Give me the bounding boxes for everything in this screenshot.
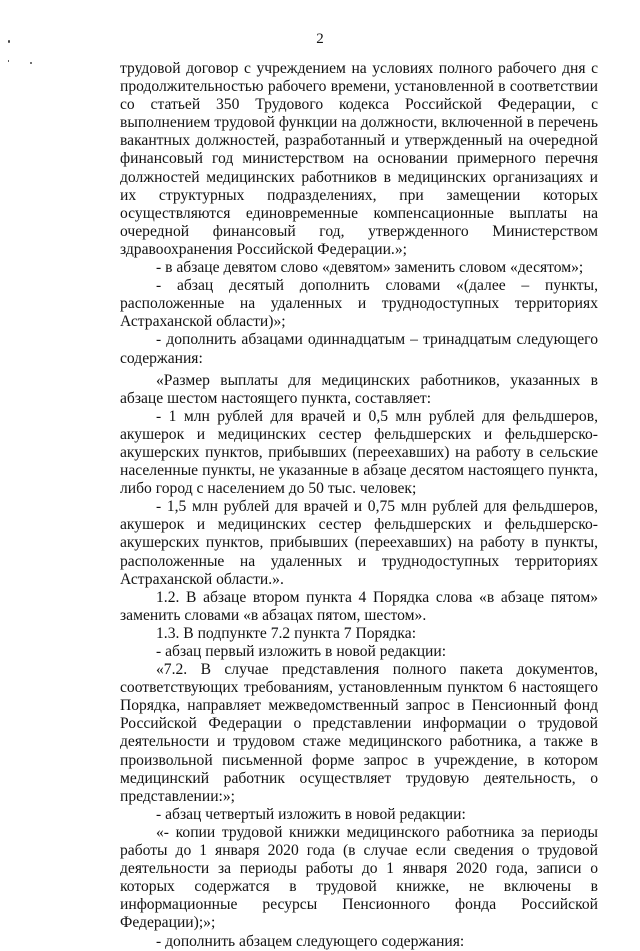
paragraph: - в абзаце девятом слово «девятом» заменить словом «десятом»; bbox=[156, 259, 584, 277]
paragraph: - абзац первый изложить в новой редакции: bbox=[156, 643, 447, 660]
paragraph: - дополнить абзацем следующего содержания: bbox=[156, 932, 465, 950]
paragraph: «- копии трудовой книжки медицинского работника за периоды работы до 1 января 2020 года (в случае если сведения о трудовой деятельности за периоды работы до 1 января 2020 года, записи о которых содержатся в трудовой книжке, не включены в информационные ресурсы Пенсионного фонда Российской Федерации);»; bbox=[120, 823, 598, 932]
paragraph: «Размер выплаты для медицинских работников, указанных в абзаце шестом настоящего пункта, составляет: bbox=[120, 371, 598, 407]
paragraph: 1.3. В подпункте 7.2 пункта 7 Порядка: bbox=[156, 624, 417, 642]
paragraph: «7.2. В случае представления полного пакета документов, соответствующих требованиям, установленным пунктом 6 настоящего Порядка, направляет межведомственный запрос в Пенсионный фонд Российской Федерации о представлении информации о трудовой деятельности и трудовом стаже медицинского работника, а также в произвольной письменной форме запрос в учреждение, в котором медицинский работник осуществляет трудовую деятельность, о представлении:»; bbox=[120, 661, 598, 805]
paragraph: - 1,5 млн рублей для врачей и 0,75 млн рублей для фельдшеров, акушерок и медицинских сестер фельдшерских и фельдшерско-акушерских пунктов, прибывших (переехавших) на работу в пункты, расположенные на удаленных и труднодоступных территориях Астраханской области.». bbox=[120, 498, 598, 588]
paragraph: - 1 млн рублей для врачей и 0,5 млн рублей для фельдшеров, акушерок и медицинских сестер фельдшерских и фельдшерско-акушерских пунктов, прибывших (переехавших) на работу в сельские населенные пункты, не указанные в абзаце десятом настоящего пункта, либо город с населением до 50 тыс. человек; bbox=[120, 407, 598, 498]
scan-speck bbox=[8, 60, 9, 62]
document-body bbox=[120, 60, 598, 951]
paragraph: - абзац четвертый изложить в новой редакции: bbox=[156, 805, 466, 823]
paragraph: - абзац десятый дополнить словами «(далее – пункты, расположенные на удаленных и труднодоступных территориях Астраханской области)»; bbox=[120, 277, 598, 331]
paragraph: - дополнить абзацами одиннадцатым – тринадцатым следующего содержания: bbox=[120, 331, 598, 367]
scan-speck bbox=[8, 40, 10, 43]
scan-speck bbox=[30, 62, 32, 64]
paragraph: трудовой договор с учреждением на условиях полного рабочего дня с продолжительностью рабочего времени, установленной в соответствии со статьей 350 Трудового кодекса Российской Федерации, с выполнением трудовой функции на должности, включенной в перечень вакантных должностей, разработанный и утвержденный на очередной финансовый год министерством на основании примерного перечня должностей медицинских работников в медицинских организациях и их структурных подразделениях, при замещении которых осуществляются единовременные компенсационные выплаты на очередной финансовый год, утвержденного Министерством здравоохранения Российской Федерации.»; bbox=[120, 60, 598, 258]
paragraph: 1.2. В абзаце втором пункта 4 Порядка слова «в абзаце пятом» заменить словами «в абзацах пятом, шестом». bbox=[120, 588, 598, 624]
page-number: 2 bbox=[316, 31, 324, 47]
